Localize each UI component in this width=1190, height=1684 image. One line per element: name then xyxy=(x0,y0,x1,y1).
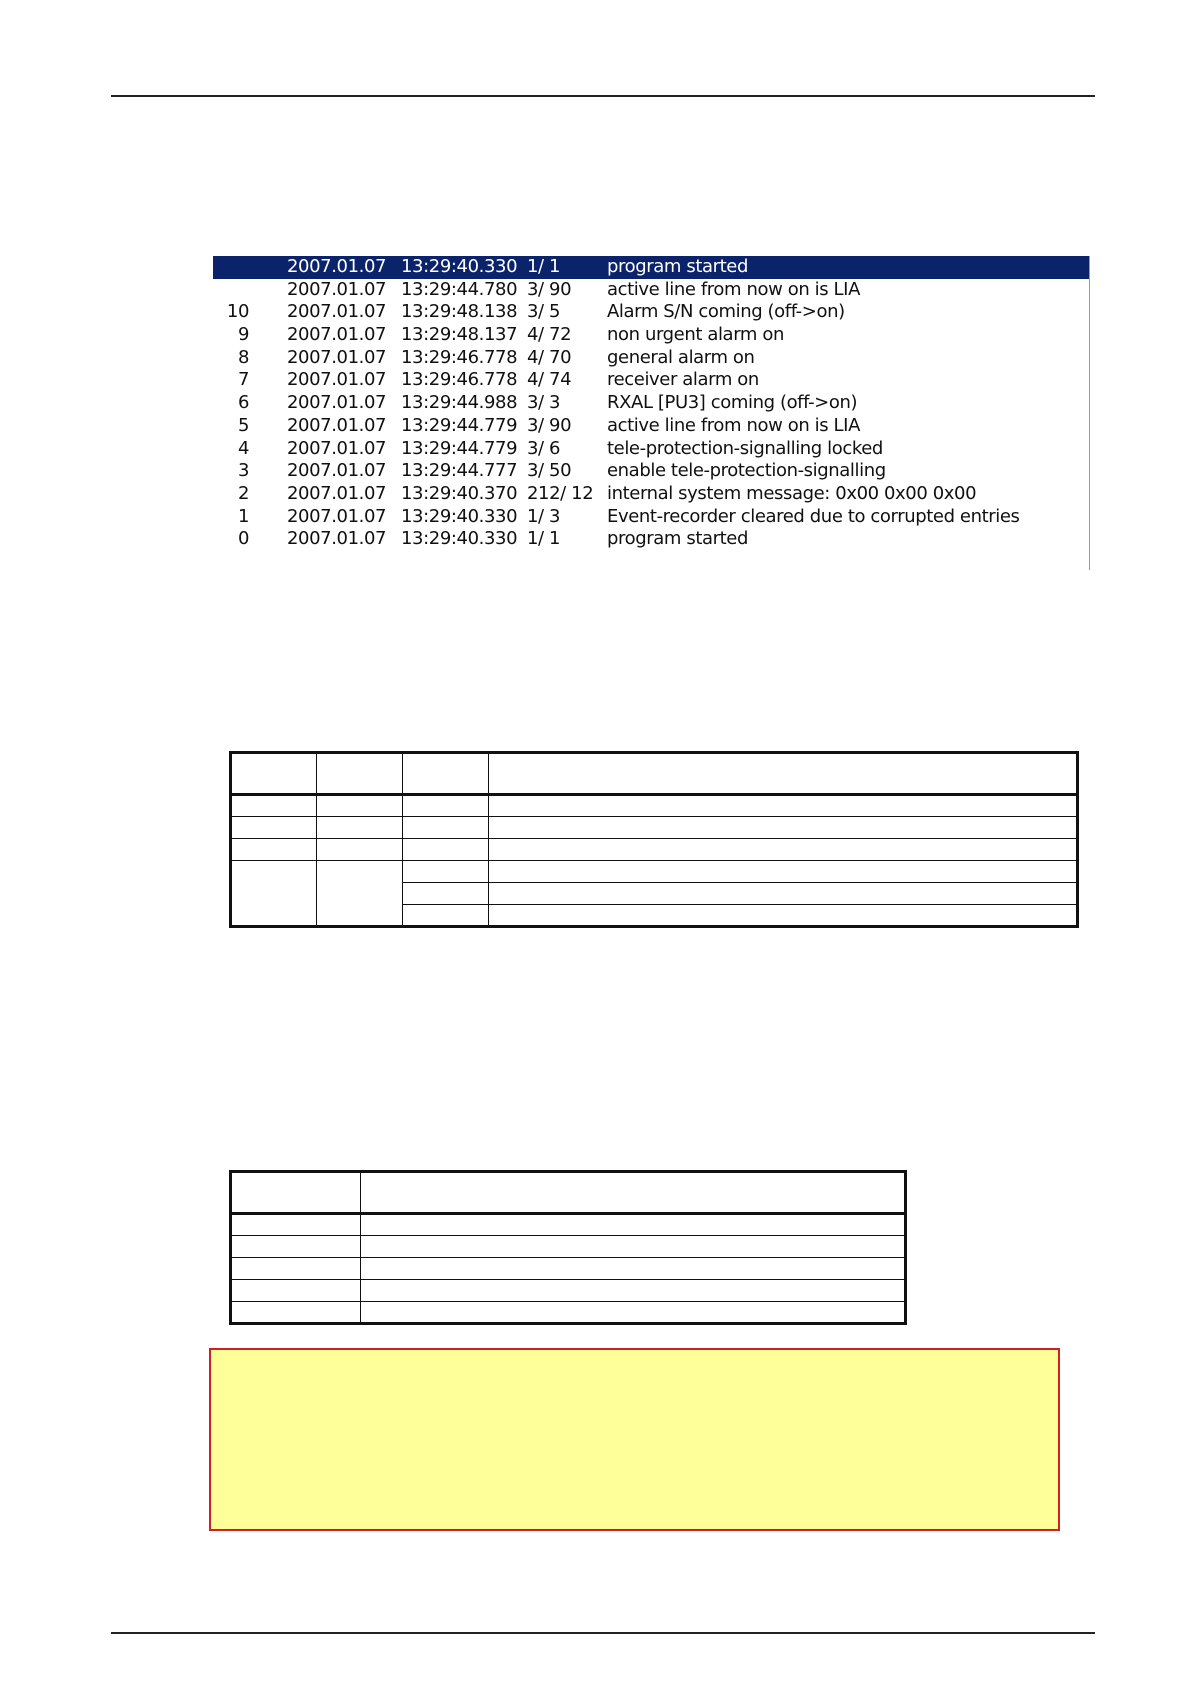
event-date: 2007.01.07 xyxy=(287,278,387,300)
table-cell xyxy=(489,795,1078,817)
table-cell xyxy=(231,795,317,817)
event-date: 2007.01.07 xyxy=(287,505,387,527)
event-message: tele-protection-signalling locked xyxy=(607,437,883,459)
table-header-row xyxy=(231,1172,906,1214)
event-time: 13:29:44.988 xyxy=(401,392,518,414)
merged-cell xyxy=(231,861,317,927)
event-time: 13:29:44.779 xyxy=(401,437,518,459)
event-date: 2007.01.07 xyxy=(287,437,387,459)
table-cell xyxy=(361,1236,906,1258)
event-row[interactable] xyxy=(213,392,1089,415)
event-code: 4/ 70 xyxy=(527,346,572,368)
event-message: program started xyxy=(607,256,748,277)
event-time: 13:29:46.778 xyxy=(401,346,518,368)
header-cell xyxy=(403,753,489,795)
event-time: 13:29:46.778 xyxy=(401,369,518,391)
event-message: active line from now on is LIA xyxy=(607,414,861,436)
event-date: 2007.01.07 xyxy=(287,301,387,323)
table-row xyxy=(231,817,1078,839)
table-cell xyxy=(489,817,1078,839)
event-message: non urgent alarm on xyxy=(607,324,784,346)
event-date: 2007.01.07 xyxy=(287,324,387,346)
table-cell xyxy=(317,817,403,839)
event-code: 3/ 6 xyxy=(527,437,561,459)
event-message: active line from now on is LIA xyxy=(607,278,861,300)
table-cell xyxy=(361,1302,906,1324)
table-cell xyxy=(231,1280,361,1302)
table-row xyxy=(231,839,1078,861)
event-message: general alarm on xyxy=(607,346,755,368)
event-time: 13:29:40.330 xyxy=(401,528,518,550)
event-code: 3/ 90 xyxy=(527,414,572,436)
table-row xyxy=(231,795,1078,817)
table-row xyxy=(231,1258,906,1280)
event-date: 2007.01.07 xyxy=(287,392,387,414)
table-cell xyxy=(317,795,403,817)
event-index: 5 xyxy=(237,414,249,436)
table-row xyxy=(231,1280,906,1302)
header-cell xyxy=(489,753,1078,795)
event-row[interactable] xyxy=(213,438,1089,461)
table-header-row xyxy=(231,753,1078,795)
header-rule xyxy=(111,95,1095,97)
event-index: 4 xyxy=(237,437,249,459)
table-row xyxy=(231,861,1078,883)
event-code: 1/ 1 xyxy=(527,256,561,277)
table-cell xyxy=(403,905,489,927)
table-cell xyxy=(361,1258,906,1280)
merged-cell xyxy=(317,861,403,927)
header-cell xyxy=(317,753,403,795)
table-cell xyxy=(403,839,489,861)
event-code: 3/ 50 xyxy=(527,460,572,482)
event-message: RXAL [PU3] coming (off->on) xyxy=(607,392,858,414)
event-code: 1/ 1 xyxy=(527,528,561,550)
table-cell xyxy=(489,839,1078,861)
event-message: internal system message: 0x00 0x00 0x00 xyxy=(607,482,977,504)
event-code: 1/ 3 xyxy=(527,505,561,527)
event-message: Event-recorder cleared due to corrupted entries xyxy=(607,505,1020,527)
table-row xyxy=(231,1214,906,1236)
event-time: 13:29:40.330 xyxy=(401,256,518,277)
event-index: 3 xyxy=(237,460,249,482)
event-row[interactable] xyxy=(213,415,1089,438)
event-code: 3/ 90 xyxy=(527,278,572,300)
table-row xyxy=(231,1236,906,1258)
table-cell xyxy=(361,1280,906,1302)
event-group-table xyxy=(229,1170,907,1325)
event-code: 212/ 12 xyxy=(527,482,594,504)
event-date: 2007.01.07 xyxy=(287,346,387,368)
table-cell xyxy=(489,905,1078,927)
table-cell xyxy=(489,861,1078,883)
event-index: 7 xyxy=(237,369,249,391)
event-code: 4/ 74 xyxy=(527,369,572,391)
event-index: 1 xyxy=(237,505,249,527)
event-message: program started xyxy=(607,528,748,550)
event-code: 3/ 3 xyxy=(527,392,561,414)
event-date: 2007.01.07 xyxy=(287,256,387,277)
table-cell xyxy=(403,883,489,905)
event-time: 13:29:40.330 xyxy=(401,505,518,527)
table-cell xyxy=(403,795,489,817)
table-cell xyxy=(361,1214,906,1236)
event-recorder-list[interactable] xyxy=(213,256,1090,570)
event-row[interactable] xyxy=(213,279,1089,302)
event-row[interactable] xyxy=(213,301,1089,324)
event-message: enable tele-protection-signalling xyxy=(607,460,886,482)
event-index: 10 xyxy=(226,301,249,323)
table-cell xyxy=(231,1214,361,1236)
event-time: 13:29:44.777 xyxy=(401,460,518,482)
table-row xyxy=(231,1302,906,1324)
event-index: 2 xyxy=(237,482,249,504)
event-index: 8 xyxy=(237,346,249,368)
event-index: 6 xyxy=(237,392,249,414)
event-index: 9 xyxy=(237,324,249,346)
event-date: 2007.01.07 xyxy=(287,460,387,482)
table-cell xyxy=(231,1258,361,1280)
event-message: Alarm S/N coming (off->on) xyxy=(607,301,845,323)
event-row[interactable] xyxy=(213,369,1089,392)
note-box xyxy=(209,1348,1060,1531)
event-time: 13:29:44.779 xyxy=(401,414,518,436)
table-cell xyxy=(231,1302,361,1324)
event-message: receiver alarm on xyxy=(607,369,759,391)
event-row-selected[interactable] xyxy=(213,256,1089,279)
table-cell xyxy=(403,817,489,839)
event-date: 2007.01.07 xyxy=(287,528,387,550)
event-row[interactable] xyxy=(213,460,1089,483)
event-date: 2007.01.07 xyxy=(287,482,387,504)
event-row[interactable] xyxy=(213,324,1089,347)
event-date: 2007.01.07 xyxy=(287,414,387,436)
table-cell xyxy=(403,861,489,883)
event-time: 13:29:48.137 xyxy=(401,324,518,346)
event-date: 2007.01.07 xyxy=(287,369,387,391)
table-cell xyxy=(231,817,317,839)
event-time: 13:29:40.370 xyxy=(401,482,518,504)
header-cell xyxy=(231,753,317,795)
event-row[interactable] xyxy=(213,506,1089,529)
event-row[interactable] xyxy=(213,347,1089,370)
event-code: 3/ 5 xyxy=(527,301,561,323)
header-cell xyxy=(231,1172,361,1214)
event-code: 4/ 72 xyxy=(527,324,572,346)
event-time: 13:29:48.138 xyxy=(401,301,518,323)
event-row[interactable] xyxy=(213,528,1089,551)
table-cell xyxy=(231,1236,361,1258)
header-cell xyxy=(361,1172,906,1214)
event-code-table xyxy=(229,751,1079,928)
table-cell xyxy=(489,883,1078,905)
event-index: 0 xyxy=(237,528,249,550)
footer-rule xyxy=(111,1632,1095,1634)
event-time: 13:29:44.780 xyxy=(401,278,518,300)
event-row[interactable] xyxy=(213,483,1089,506)
table-cell xyxy=(317,839,403,861)
table-cell xyxy=(231,839,317,861)
